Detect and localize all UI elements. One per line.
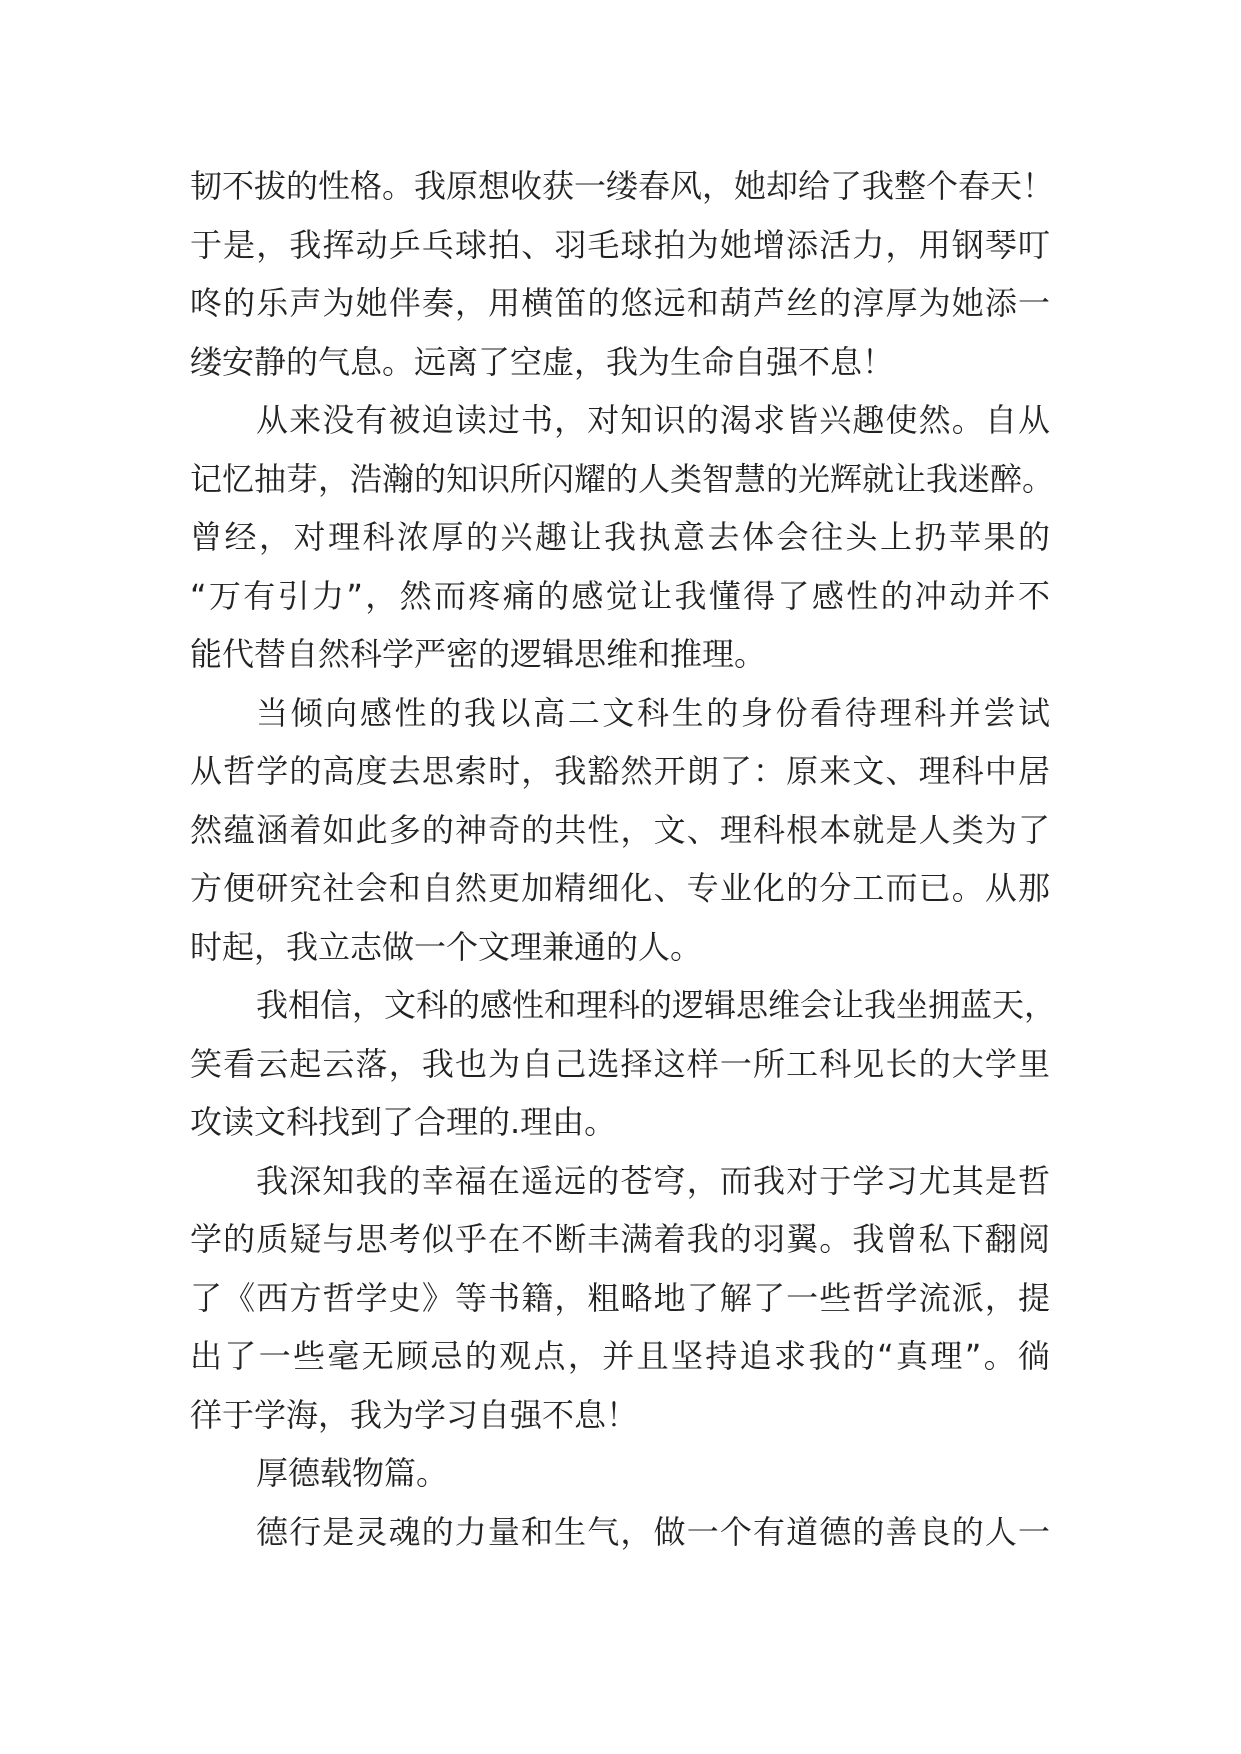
text-line: 方便研究社会和自然更加精细化、专业化的分工而已。从那 <box>190 869 1050 907</box>
text-line: 从来没有被迫读过书，对知识的渴求皆兴趣使然。自从 <box>256 401 1050 439</box>
text-line: 于是，我挥动乒乓球拍、羽毛球拍为她增添活力，用钢琴叮 <box>190 225 1050 264</box>
text-line: 记忆抽芽，浩瀚的知识所闪耀的人类智慧的光辉就让我迷醉。 <box>190 459 1055 498</box>
document-body <box>190 157 1057 1561</box>
text-line: 笑看云起云落，我也为自己选择这样一所工科见长的大学里 <box>190 1044 1050 1083</box>
text-line: 当倾向感性的我以高二文科生的身份看待理科并尝试 <box>256 693 1050 732</box>
text-line: 我深知我的幸福在遥远的苍穹，而我对于学习尤其是哲 <box>256 1161 1050 1200</box>
text-line: 咚的乐声为她伴奏，用横笛的悠远和葫芦丝的淳厚为她添一 <box>190 284 1050 322</box>
section-heading: 厚德载物篇。 <box>256 1454 449 1492</box>
text-line: 时起，我立志做一个文理兼通的人。 <box>190 927 703 966</box>
text-line: 缕安静的气息。远离了空虚，我为生命自强不息！ <box>190 342 895 381</box>
text-line: 出了一些毫无顾忌的观点，并且坚持追求我的“真理”。徜 <box>190 1337 1050 1375</box>
text-line: 韧不拔的性格。我原想收获一缕春风，她却给了我整个春天！ <box>190 167 1055 205</box>
text-line: 学的质疑与思考似乎在不断丰满着我的羽翼。我曾私下翻阅 <box>190 1220 1050 1258</box>
text-line: 了《西方哲学史》等书籍，粗略地了解了一些哲学流派，提 <box>190 1278 1050 1317</box>
text-line: “万有引力”，然而疼痛的感觉让我懂得了感性的冲动并不 <box>190 576 1050 615</box>
text-line: 攻读文科找到了合理的.理由。 <box>190 1103 617 1141</box>
text-line: 从哲学的高度去思索时，我豁然开朗了：原来文、理科中居 <box>190 752 1050 790</box>
text-line: 德行是灵魂的力量和生气，做一个有道德的善良的人一 <box>256 1512 1050 1551</box>
text-line: 我相信，文科的感性和理科的逻辑思维会让我坐拥蓝天， <box>256 986 1057 1024</box>
text-line: 能代替自然科学严密的逻辑思维和推理。 <box>190 635 767 673</box>
text-line: 然蕴涵着如此多的神奇的共性，文、理科根本就是人类为了 <box>190 810 1050 849</box>
text-line: 曾经，对理科浓厚的兴趣让我执意去体会往头上扔苹果的 <box>190 518 1050 556</box>
text-line: 徉于学海，我为学习自强不息！ <box>190 1395 639 1434</box>
